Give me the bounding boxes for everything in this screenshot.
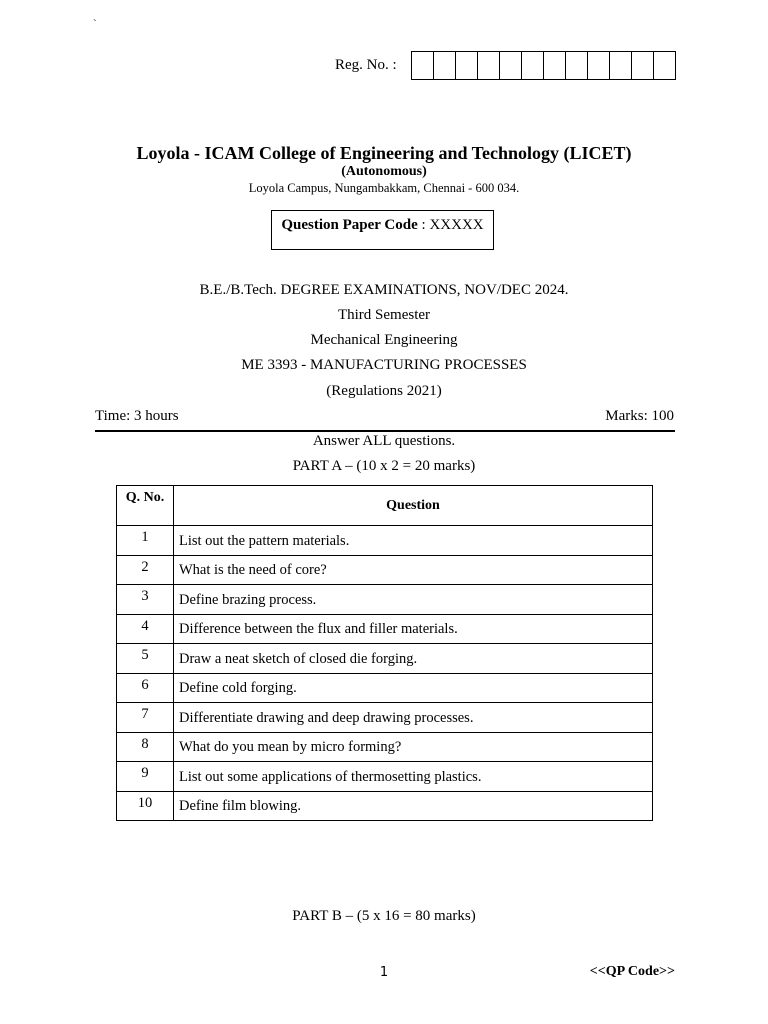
question-text: Define brazing process. — [174, 585, 653, 615]
instructions: Answer ALL questions. — [312, 433, 456, 449]
reg-no-digit-box[interactable] — [588, 52, 610, 79]
question-text: Define cold forging. — [174, 673, 653, 703]
question-text: Define film blowing. — [174, 791, 653, 821]
table-row — [117, 614, 653, 644]
question-text: List out some applications of thermosetting plastics. — [174, 762, 653, 792]
question-number: 8 — [117, 732, 174, 762]
qp-code-separator: : — [417, 217, 430, 233]
exam-regulations: (Regulations 2021) — [326, 383, 442, 399]
exam-title: B.E./B.Tech. DEGREE EXAMINATIONS, NOV/DEC 2024. — [199, 282, 569, 298]
exam-semester: Third Semester — [337, 307, 431, 323]
question-paper-code — [271, 217, 494, 234]
table-row — [117, 673, 653, 703]
part-a-table-body — [117, 526, 653, 821]
reg-no-boxes[interactable] — [411, 51, 676, 80]
question-number: 9 — [117, 762, 174, 792]
corner-mark: ` — [93, 18, 97, 30]
reg-no-digit-box[interactable] — [412, 52, 434, 79]
footer-qp-code: <<QP Code>> — [589, 964, 675, 979]
question-number: 5 — [117, 644, 174, 674]
question-text: List out the pattern materials. — [174, 526, 653, 556]
question-text: Differentiate drawing and deep drawing processes. — [174, 703, 653, 733]
table-row — [117, 732, 653, 762]
column-header-qno: Q. No. — [117, 486, 174, 526]
reg-no-digit-box[interactable] — [434, 52, 456, 79]
exam-marks: Marks: 100 — [605, 408, 674, 424]
exam-department: Mechanical Engineering — [310, 332, 458, 348]
table-row — [117, 644, 653, 674]
column-header-question: Question — [174, 486, 653, 526]
reg-no-label: Reg. No. : — [335, 57, 397, 73]
question-number: 10 — [117, 791, 174, 821]
question-text: What do you mean by micro forming? — [174, 732, 653, 762]
question-text: Difference between the flux and filler materials. — [174, 614, 653, 644]
table-row — [117, 585, 653, 615]
part-a-heading: PART A – (10 x 2 = 20 marks) — [292, 458, 476, 474]
part-b-heading: PART B – (5 x 16 = 80 marks) — [292, 908, 476, 924]
table-row — [117, 703, 653, 733]
reg-no-digit-box[interactable] — [632, 52, 654, 79]
header-divider — [95, 430, 675, 432]
page-number: 1 — [379, 965, 389, 980]
college-address: Loyola Campus, Nungambakkam, Chennai - 600 034. — [248, 181, 520, 195]
exam-time: Time: 3 hours — [95, 408, 179, 424]
reg-no-digit-box[interactable] — [544, 52, 566, 79]
question-text: What is the need of core? — [174, 555, 653, 585]
table-row — [117, 762, 653, 792]
part-a-table — [116, 485, 653, 821]
table-row — [117, 526, 653, 556]
qp-code-label: Question Paper Code — [281, 217, 418, 233]
reg-no-digit-box[interactable] — [610, 52, 632, 79]
college-status: (Autonomous) — [341, 164, 427, 179]
college-name: Loyola - ICAM College of Engineering and Technology (LICET) — [136, 143, 632, 163]
reg-no-digit-box[interactable] — [500, 52, 522, 79]
reg-no-digit-box[interactable] — [456, 52, 478, 79]
table-row — [117, 791, 653, 821]
question-number: 4 — [117, 614, 174, 644]
reg-no-digit-box[interactable] — [566, 52, 588, 79]
exam-course: ME 3393 - MANUFACTURING PROCESSES — [241, 357, 527, 373]
question-number: 1 — [117, 526, 174, 556]
table-row — [117, 555, 653, 585]
reg-no-digit-box[interactable] — [522, 52, 544, 79]
question-number: 2 — [117, 555, 174, 585]
reg-no-digit-box[interactable] — [478, 52, 500, 79]
qp-code-value: XXXXX — [429, 217, 484, 233]
reg-no-digit-box[interactable] — [654, 52, 675, 79]
question-number: 6 — [117, 673, 174, 703]
table-header-row — [117, 486, 653, 526]
question-text: Draw a neat sketch of closed die forging. — [174, 644, 653, 674]
question-number: 3 — [117, 585, 174, 615]
question-number: 7 — [117, 703, 174, 733]
